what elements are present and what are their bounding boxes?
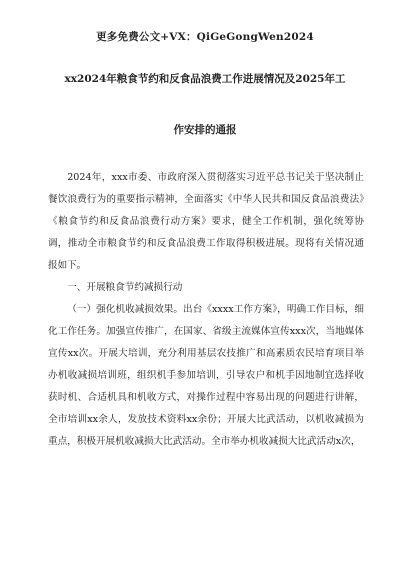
document-title-line-2: 作安排的通报 (173, 124, 237, 136)
document-title-line-1: xx2024年粮食节约和反食品浪费工作进展情况及2025年工 (64, 73, 346, 85)
promo-header: 更多免费公文+VX：QiGeGongWen2024 (96, 31, 314, 43)
body-paragraph: （一）强化机收减损效果。出台《xxxx工作方案》，明确工作目标，细化工作任务。加强宣传推广，在国家、省级主流媒体宣传xxx次，当地媒体宣传xx次。开展大培训，充分利用基层农技推广和高素质农民培育项目举办机收减损培训班，组织机手参加培训，引导农户和机手因地制宜选择收获时机、合适机具和机收方式，对操作过程中容易出现的问题进行讲解，全市培训xx余人，发放技术资料xx余份；开展大比武活动，以机收减损为重点，积极开展机收减损大比武活动。全市举办机收减损大比武活动x次， (48, 304, 364, 447)
section-heading: 一、开展粮食节约减损行动 (67, 282, 183, 293)
document-body (48, 167, 364, 453)
intro-paragraph: 2024年，xxx市委、市政府深入贯彻落实习近平总书记关于坚决制止餐饮浪费行为的重要指示精神，全面落实《中华人民共和国反食品浪费法》《粮食节约和反食品浪费行动方案》要求，健全工作机制，强化统筹协调，推动全市粮食节约和反食品浪费工作取得积极进展。现将有关情况通报如下。 (48, 172, 364, 271)
